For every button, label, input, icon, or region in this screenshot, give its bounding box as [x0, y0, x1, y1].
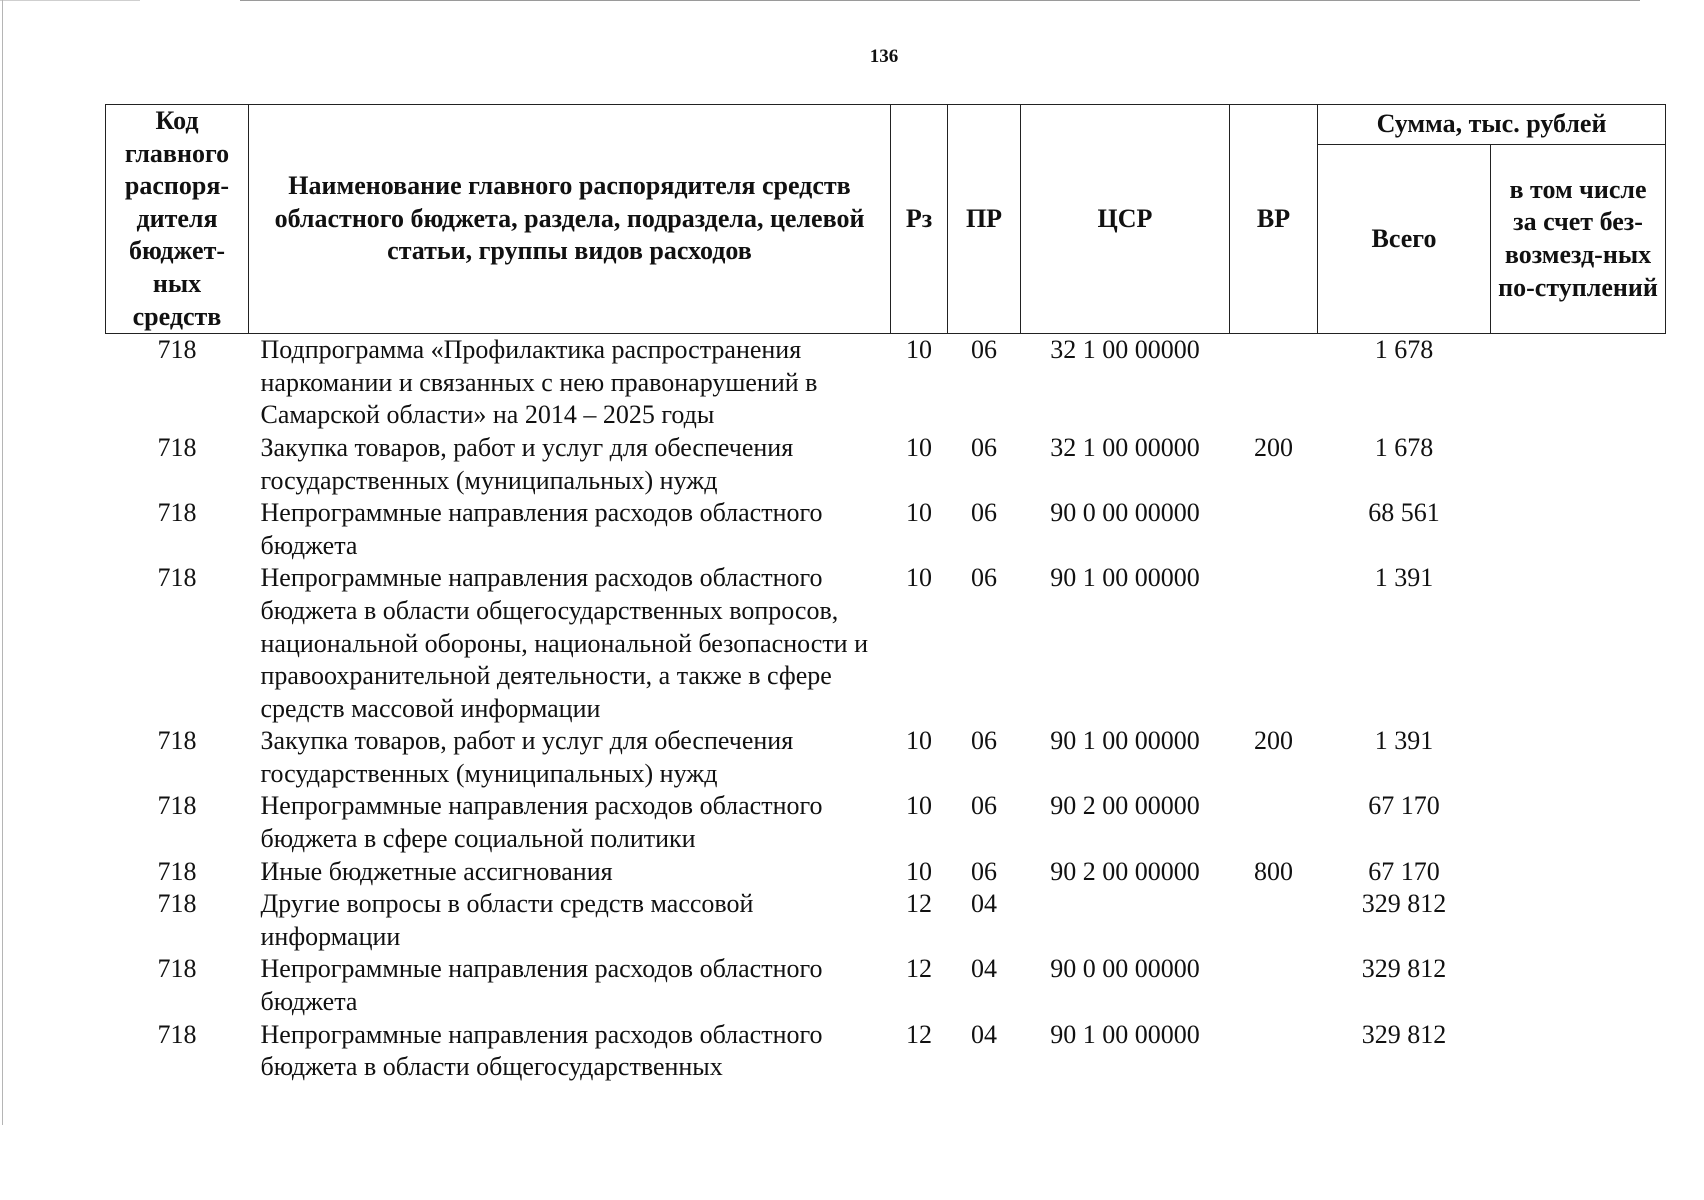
- table-row: [106, 725, 1666, 790]
- cell-rz: 12: [906, 1019, 932, 1049]
- cell-code: 718: [157, 563, 197, 593]
- cell-code: 718: [157, 791, 197, 821]
- table-row: [106, 497, 1666, 562]
- cell-csr: 90 0 00 00000: [1050, 498, 1200, 528]
- cell-free: [1491, 888, 1666, 953]
- table-row: [106, 334, 1666, 432]
- cell-pr: 06: [971, 856, 997, 886]
- cell-vr: 800: [1254, 856, 1293, 886]
- cell-code: 718: [157, 335, 197, 365]
- cell-total: 1 678: [1374, 335, 1434, 365]
- cell-rz: 12: [906, 889, 932, 919]
- cell-total: 1 391: [1374, 726, 1434, 756]
- cell-free: [1491, 953, 1666, 1018]
- cell-csr: 90 1 00 00000: [1050, 563, 1200, 593]
- cell-pr: 04: [971, 889, 997, 919]
- table-row: [106, 562, 1666, 725]
- cell-name: Непрограммные направления расходов областного бюджета в области общегосударственных вопросов, национальной обороны, национальной безопасности и правоохранительной деятельности, а также в сфере средств массовой информации: [260, 563, 869, 723]
- header-name: Наименование главного распорядителя средств областного бюджета, раздела, подраздела, целевой статьи, группы видов расходов: [249, 105, 891, 334]
- cell-vr: [1230, 888, 1318, 953]
- cell-name: Непрограммные направления расходов областного бюджета: [260, 498, 823, 560]
- cell-rz: 10: [906, 432, 932, 462]
- cell-pr: 06: [971, 432, 997, 462]
- cell-rz: 10: [906, 726, 932, 756]
- cell-free: [1491, 562, 1666, 725]
- cell-vr: [1230, 334, 1318, 432]
- header-csr: ЦСР: [1021, 105, 1230, 334]
- cell-vr: [1230, 953, 1318, 1018]
- cell-csr: 90 1 00 00000: [1050, 726, 1200, 756]
- cell-vr: [1230, 790, 1318, 855]
- cell-free: [1491, 1019, 1666, 1084]
- cell-vr: [1230, 562, 1318, 725]
- cell-pr: 04: [971, 1019, 997, 1049]
- cell-name: Иные бюджетные ассигнования: [260, 856, 613, 886]
- cell-pr: 06: [971, 726, 997, 756]
- cell-total: 329 812: [1361, 889, 1447, 919]
- cell-free: [1491, 432, 1666, 497]
- table-row: [106, 790, 1666, 855]
- header-code: Код главного распоря-дителя бюджет-ных средств: [106, 105, 249, 334]
- cell-pr: 06: [971, 335, 997, 365]
- cell-rz: 10: [906, 563, 932, 593]
- cell-pr: 04: [971, 954, 997, 984]
- cell-total: 1 678: [1374, 432, 1434, 462]
- cell-code: 718: [157, 954, 197, 984]
- cell-vr: [1230, 497, 1318, 562]
- scan-edge-top: [240, 0, 1640, 1]
- cell-name: Закупка товаров, работ и услуг для обеспечения государственных (муниципальных) нужд: [260, 432, 794, 495]
- cell-code: 718: [157, 1019, 197, 1049]
- header-free: в том числе за счет без-возмезд-ных по-ступлений: [1491, 145, 1666, 334]
- cell-vr: [1230, 1019, 1318, 1084]
- cell-total: 68 561: [1368, 498, 1440, 528]
- header-sum: Сумма, тыс. рублей: [1318, 105, 1666, 145]
- cell-free: [1491, 856, 1666, 889]
- table-row: [106, 1019, 1666, 1084]
- scan-edge-top-left: [0, 0, 140, 1]
- header-total: Всего: [1318, 145, 1491, 334]
- cell-csr: 32 1 00 00000: [1050, 335, 1200, 365]
- table-row: [106, 856, 1666, 889]
- cell-total: 329 812: [1361, 1019, 1447, 1049]
- cell-code: 718: [157, 726, 197, 756]
- page-number: 136: [869, 46, 899, 67]
- cell-name: Непрограммные направления расходов областного бюджета в области общегосударственных: [260, 1019, 823, 1082]
- header-pr: ПР: [948, 105, 1021, 334]
- cell-code: 718: [157, 498, 197, 528]
- header-rz: Рз: [891, 105, 948, 334]
- cell-name: Закупка товаров, работ и услуг для обеспечения государственных (муниципальных) нужд: [260, 726, 794, 788]
- cell-code: 718: [157, 889, 197, 919]
- cell-name: Подпрограмма «Профилактика распространения наркомании и связанных с нею правонарушений в Самарской области» на 2014 – 2025 годы: [260, 335, 818, 430]
- cell-code: 718: [157, 856, 197, 886]
- cell-total: 1 391: [1374, 563, 1434, 593]
- cell-csr: 32 1 00 00000: [1050, 432, 1200, 462]
- cell-free: [1491, 790, 1666, 855]
- cell-csr: 90 1 00 00000: [1050, 1019, 1200, 1049]
- cell-total: 67 170: [1368, 791, 1440, 821]
- table-row: [106, 432, 1666, 497]
- cell-total: 329 812: [1361, 954, 1447, 984]
- cell-pr: 06: [971, 498, 997, 528]
- table-row: [106, 888, 1666, 953]
- cell-pr: 06: [971, 563, 997, 593]
- cell-vr: 200: [1254, 726, 1293, 756]
- cell-name: Непрограммные направления расходов областного бюджета: [260, 954, 823, 1017]
- header-vr: ВР: [1230, 105, 1318, 334]
- cell-csr: 90 2 00 00000: [1050, 856, 1200, 886]
- cell-free: [1491, 497, 1666, 562]
- cell-csr: 90 2 00 00000: [1050, 791, 1200, 821]
- cell-name: Непрограммные направления расходов областного бюджета в сфере социальной политики: [260, 791, 823, 854]
- cell-rz: 10: [906, 498, 932, 528]
- cell-vr: 200: [1254, 432, 1293, 462]
- cell-name: Другие вопросы в области средств массовой информации: [260, 889, 754, 951]
- cell-code: 718: [157, 432, 197, 462]
- cell-csr: 90 0 00 00000: [1050, 954, 1200, 984]
- cell-csr: [1021, 888, 1230, 953]
- cell-rz: 10: [906, 335, 932, 365]
- cell-free: [1491, 725, 1666, 790]
- budget-table: [105, 104, 1666, 1084]
- cell-rz: 10: [906, 856, 932, 886]
- cell-free: [1491, 334, 1666, 432]
- cell-pr: 06: [971, 791, 997, 821]
- cell-rz: 12: [906, 954, 932, 984]
- cell-rz: 10: [906, 791, 932, 821]
- scan-edge-left: [2, 0, 3, 1125]
- cell-total: 67 170: [1368, 856, 1440, 886]
- table-row: [106, 953, 1666, 1018]
